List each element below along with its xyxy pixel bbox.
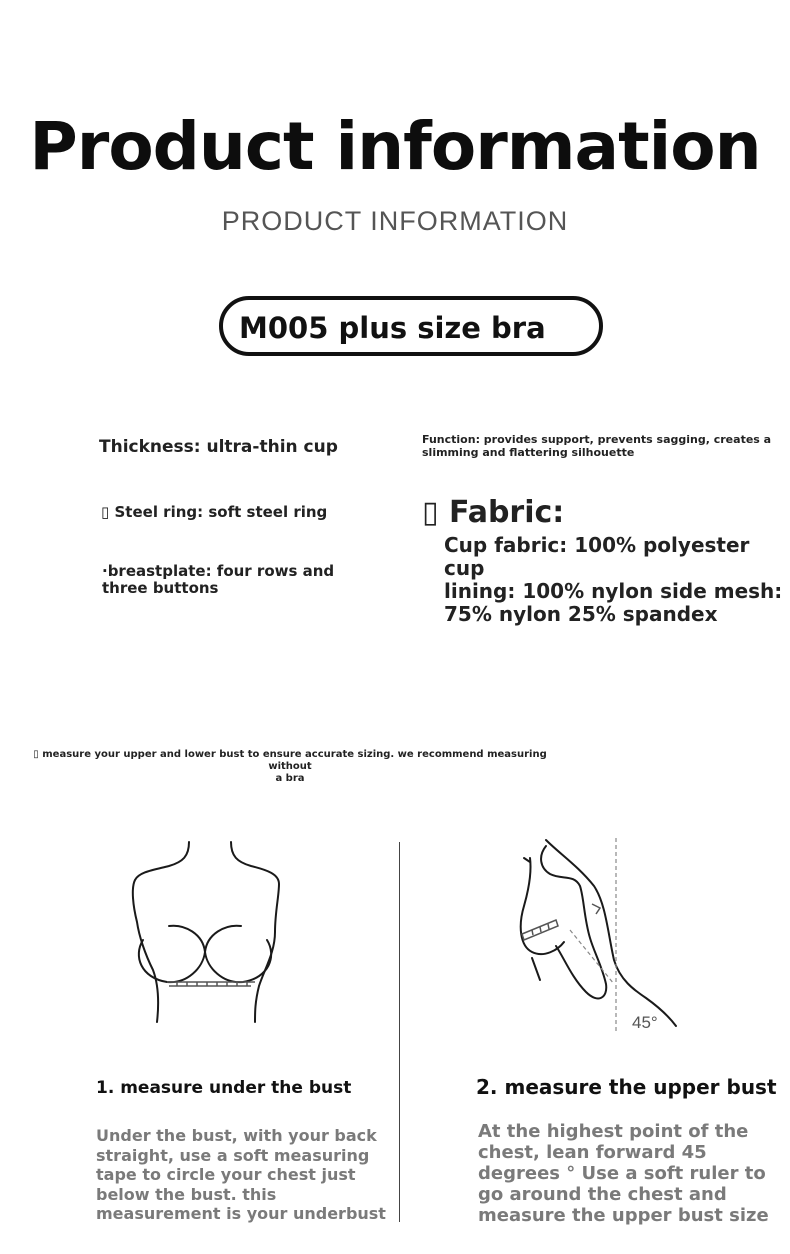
upper-bust-illustration [510,834,700,1044]
step-2-title: 2. measure the upper bust [476,1075,777,1099]
page-title: Product information [29,108,761,185]
underbust-illustration [125,836,285,1026]
spec-breastplate-line1: ·breastplate: four rows and [102,562,335,580]
spec-breastplate-line2: three buttons [102,579,219,597]
step-1-line: Under the bust, with your back [96,1126,377,1145]
missing-glyph-icon: ▯ [422,495,439,530]
step-1-line: below the bust. this [96,1184,277,1204]
product-name-badge [219,296,603,356]
step-2-line: degrees ° Use a soft ruler to [478,1163,766,1184]
fabric-details [444,534,790,626]
step-2-line: At the highest point of the [478,1121,749,1142]
spec-function-line2: slimming and flattering silhouette [422,446,635,459]
product-name: M005 plus size bra [239,311,546,345]
spec-steel-ring-text: Steel ring: soft steel ring [114,503,328,521]
step-1-line: straight, use a soft measuring [96,1145,370,1165]
fabric-line3: 75% nylon 25% spandex [444,602,718,626]
step-1-line: measurement is your underbust [96,1204,386,1223]
step-1-line: tape to circle your chest just [96,1165,356,1184]
spec-function-line1: Function: provides support, prevents sagging, creates a [422,433,772,446]
measuring-note-line2: a bra [275,773,305,784]
measuring-note-line1 [20,749,560,773]
missing-glyph-icon: ▯ [33,749,39,760]
measuring-note-line1-text: measure your upper and lower bust to ensure accurate sizing. we recommend measuring without [42,749,547,772]
spec-steel-ring [101,504,327,521]
page-subtitle: PRODUCT INFORMATION [221,206,569,236]
spec-function [422,433,771,459]
step-2-line: chest, lean forward 45 [478,1142,707,1163]
step-1-description [96,1126,386,1224]
step-2-line: go around the chest and [478,1184,727,1205]
step-1-title: 1. measure under the bust [96,1078,352,1098]
fabric-line1: Cup fabric: 100% polyester cup [444,533,750,580]
fabric-heading [422,495,564,530]
spec-thickness: Thickness: ultra-thin cup [99,437,338,457]
missing-glyph-icon: ▯ [101,503,110,521]
fabric-heading-text: Fabric: [448,495,565,530]
step-2-description [478,1121,769,1226]
spec-breastplate [102,563,334,597]
column-divider [399,842,400,1222]
step-2-line: measure the upper bust size [478,1205,769,1226]
measuring-note [20,749,560,785]
angle-label: 45° [632,1013,658,1032]
fabric-line2: lining: 100% nylon side mesh: [444,579,783,603]
